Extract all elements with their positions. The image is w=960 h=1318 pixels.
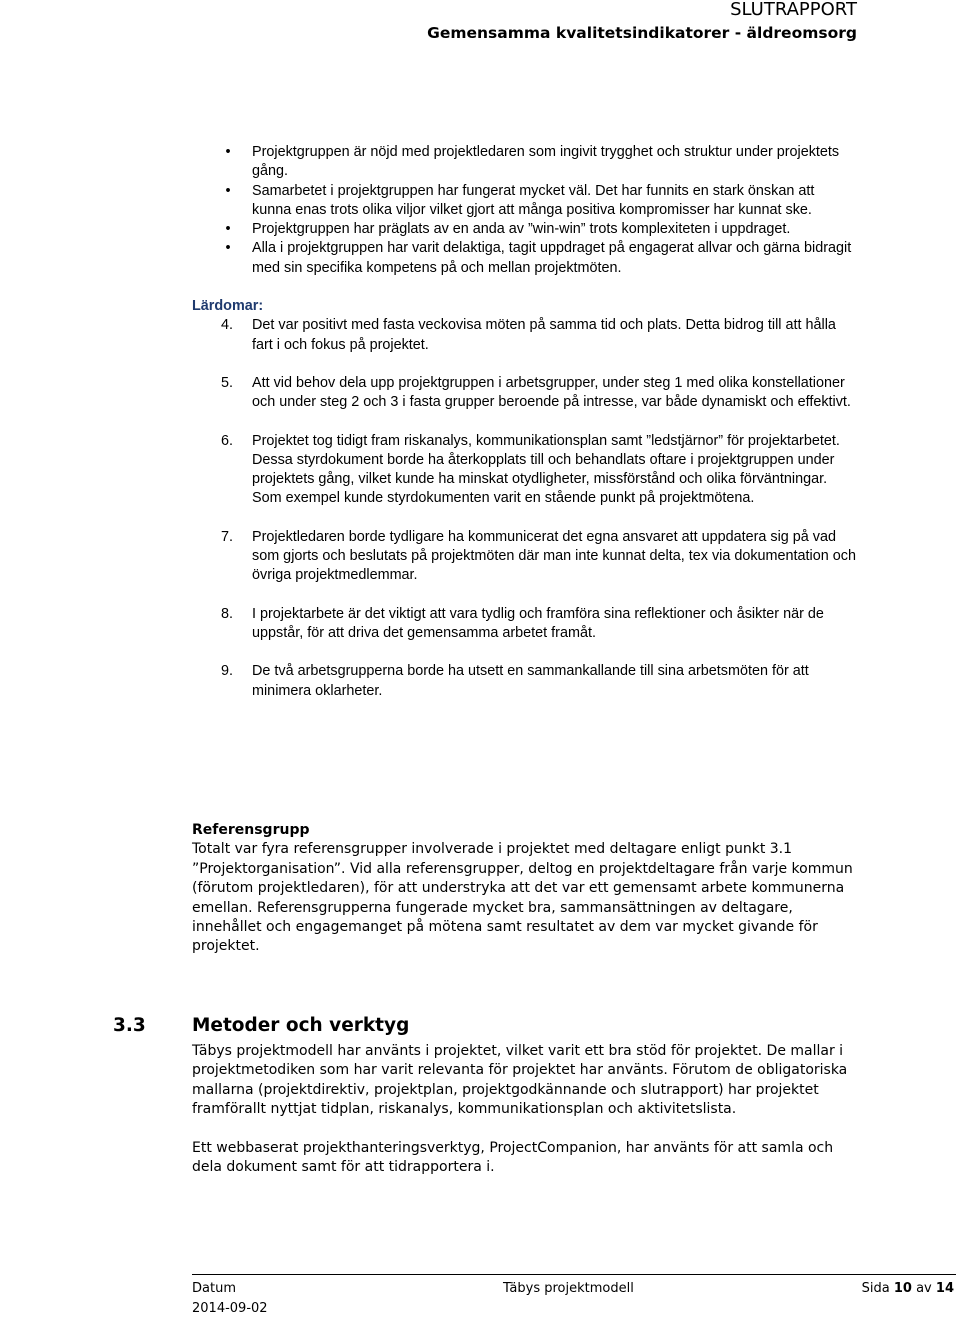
footer-project-model: Täbys projektmodell: [503, 1281, 634, 1296]
reference-group: [192, 821, 856, 957]
bullet-icon: •: [225, 240, 231, 257]
list-item: [192, 143, 856, 182]
lesson-text: I projektarbete är det viktigt att vara tydlig och framföra sina reflektioner och åsikter när de uppstår, för att driva det gemensamma arbetet framåt.: [252, 605, 824, 641]
bullet-list: [192, 143, 856, 278]
section-title: Metoder och verktyg: [192, 1015, 410, 1036]
footer-date: 2014-09-02: [192, 1301, 268, 1316]
reference-group-title: Referensgrupp: [192, 822, 310, 838]
list-item: [192, 605, 856, 644]
footer-date-label: Datum: [192, 1281, 236, 1296]
paragraph: Ett webbaserat projekthanteringsverktyg, ProjectCompanion, har använts för att samla och dela dokument samt för att tidrapportera i.: [192, 1139, 834, 1176]
page-total: 14: [935, 1281, 954, 1296]
bullet-text: Projektgruppen har präglats av en anda av ”win-win” trots komplexiteten i uppdraget.: [252, 221, 791, 238]
page-number: [862, 1281, 954, 1296]
section-body: [192, 1042, 856, 1196]
report-subtitle: Gemensamma kvalitetsindikatorer - äldreomsorg: [427, 24, 857, 42]
lesson-number: 7.: [221, 528, 234, 545]
bullet-text: Alla i projektgruppen har varit delaktiga, tagit uppdraget på engagerat allvar och gärna bidragit med sin specifika kompetens på och mellan projektmöten.: [252, 240, 852, 276]
lesson-text: Det var positivt med fasta veckovisa möten på samma tid och plats. Detta bidrog till att hålla fart i och fokus på projektet.: [252, 317, 836, 353]
page-separator: av: [916, 1281, 932, 1296]
bullet-text: Samarbetet i projektgruppen har fungerat mycket väl. Det har funnits en stark önskan att kunna enas trots olika viljor vilket gjort att många positiva kompromisser har kunnat ske.: [252, 182, 815, 218]
bullet-icon: •: [225, 182, 231, 199]
paragraph: Täbys projektmodell har använts i projektet, vilket varit ett bra stöd för projektet. De mallar i projektmetodiken som har varit relevanta för projektet har använts. Förutom de obligatoriska mallarna (projektdirektiv, projektplan, projektgodkännande och slutrapport) har projektet framförallt nyttjat tidplan, riskanalys, kommunikationsplan och aktivitetslista.: [192, 1043, 848, 1118]
lesson-number: 8.: [221, 605, 234, 622]
lesson-text: De två arbetsgrupperna borde ha utsett en sammankallande till sina arbetsmöten för att minimera oklarheter.: [252, 663, 809, 699]
lessons-heading: Lärdomar:: [192, 298, 264, 315]
page-prefix: Sida: [861, 1281, 890, 1296]
list-item: [192, 182, 856, 221]
reference-group-text: Totalt var fyra referensgrupper involverade i projektet med deltagare enligt punkt 3.1 ”Projektorganisation”. Vid alla referensgrupper, deltog en projektdeltagare från varje kommun (förutom projektledaren), för att understryka att det var ett gemensamt arbete kommunerna emellan. Referensgrupperna fungerade mycket bra, sammansättningen av deltagare, innehållet och engagemanget på mötena samt resultatet av dem var mycket givande för projektet.: [192, 841, 853, 955]
bullet-text: Projektgruppen är nöjd med projektledaren som ingivit trygghet och struktur under projektets gång.: [252, 144, 840, 180]
list-item: [192, 432, 856, 509]
lesson-number: 5.: [221, 374, 234, 391]
list-item: [192, 239, 856, 278]
list-item: [192, 316, 856, 355]
main-content: [192, 143, 856, 720]
section-number: 3.3: [113, 1015, 146, 1036]
list-item: [192, 374, 856, 413]
footer-divider: [192, 1274, 956, 1275]
bullet-icon: •: [225, 221, 231, 238]
lesson-number: 4.: [221, 317, 234, 334]
lessons-list: [192, 316, 856, 700]
lesson-number: 9.: [221, 663, 234, 680]
list-item: [192, 528, 856, 586]
list-item: [192, 220, 856, 239]
page-current: 10: [893, 1281, 912, 1296]
lesson-text: Projektledaren borde tydligare ha kommunicerat det egna ansvaret att uppdatera sig på vad som gjorts och beslutats på projektmöten där man inte kunnat delta, tex via dokumentation och övriga projektmedlemmar.: [252, 528, 856, 584]
lesson-text: Projektet tog tidigt fram riskanalys, kommunikationsplan samt ”ledstjärnor” för projektarbetet. Dessa styrdokument borde ha återkopplats till och behandlats oftare i projektgruppen under projektets gång, vilket kunde ha minskat otydligheter, missförstånd och olika förväntningar. Som exempel kunde styrdokumenten varit en stående punkt på projektmötena.: [252, 432, 840, 507]
section-heading: [113, 1015, 409, 1037]
lesson-text: Att vid behov dela upp projektgruppen i arbetsgrupper, under steg 1 med olika konstellationer och under steg 2 och 3 i fasta grupper beroende på intresse, var både dynamiskt och effektivt.: [252, 374, 851, 411]
bullet-icon: •: [225, 144, 231, 160]
list-item: [192, 662, 856, 701]
lesson-number: 6.: [221, 432, 234, 449]
report-title: SLUTRAPPORT: [730, 0, 857, 20]
